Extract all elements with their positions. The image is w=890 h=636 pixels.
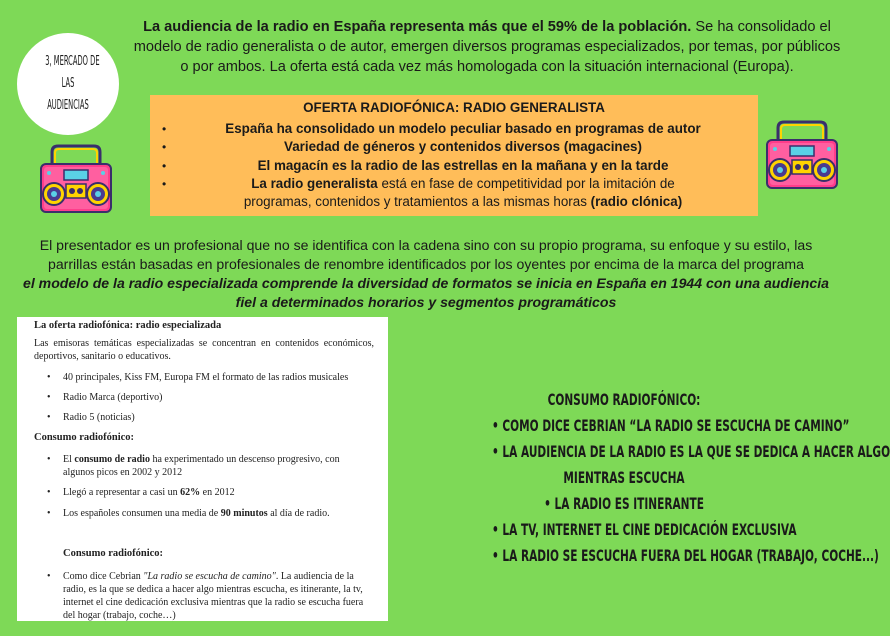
oferta-generalista-box	[150, 95, 758, 216]
oferta-item-bold: (radio clónica)	[590, 194, 683, 209]
section-title-line: LAS	[61, 76, 75, 91]
bullet: •	[162, 140, 167, 154]
doc-list-item	[63, 453, 373, 479]
bullet: •	[162, 122, 167, 136]
consumo-radiofonico-block	[424, 387, 890, 569]
doc-text: al día de radio.	[267, 508, 330, 519]
consumo-item: • LA RADIO SE ESCUCHA FUERA DEL HOGAR (TRABAJO, COCHE...)	[492, 546, 879, 565]
doc-text: ha experimentado un descenso progresivo, con algunos picos en 2002 y 2012	[63, 454, 340, 478]
doc-bold: 62%	[180, 487, 201, 498]
presentador-paragraph	[20, 236, 832, 312]
doc-italic: "La radio se escucha de camino"	[143, 571, 276, 582]
oferta-item	[150, 175, 758, 211]
document-excerpt	[17, 317, 388, 621]
doc-heading: La oferta radiofónica: radio especializada	[34, 320, 222, 331]
bullet: •	[162, 177, 167, 191]
consumo-heading: CONSUMO RADIOFÓNICO:	[547, 390, 701, 409]
oferta-title: OFERTA RADIOFÓNICA: RADIO GENERALISTA	[303, 100, 605, 115]
boombox-icon	[38, 142, 114, 218]
section-title	[36, 51, 99, 117]
oferta-item-text: Variedad de géneros y contenidos diversos (magacines)	[284, 139, 642, 154]
doc-list-item: • Radio 5 (noticias)	[63, 411, 373, 424]
consumo-item: • LA AUDIENCIA DE LA RADIO ES LA QUE SE DEDICA A HACER ALGO	[492, 442, 890, 461]
doc-list-item: • 40 principales, Kiss FM, Europa FM el formato de las radios musicales	[63, 371, 373, 384]
oferta-item-body: está en fase de competitividad por la imitación de programas, contenidos y tratamientos a las mismas horas	[243, 176, 675, 209]
section-title-line: AUDIENCIAS	[47, 98, 89, 113]
oferta-item	[150, 157, 758, 175]
doc-consumo-heading: Consumo radiofónico:	[34, 432, 135, 443]
doc-text: Los españoles consumen una media de	[63, 508, 221, 519]
oferta-item	[150, 120, 758, 138]
doc-list-item	[63, 486, 373, 499]
consumo-item: • COMO DICE CEBRIAN “LA RADIO SE ESCUCHA DE CAMINO”	[492, 416, 850, 435]
oferta-item-bold: La radio generalista	[251, 176, 378, 191]
doc-intro: Las emisoras temáticas especializadas se concentran en contenidos económicos, deportivos, sanitario o educativos.	[34, 338, 374, 362]
doc-text: . La audiencia de la radio, es la que se dedica a hacer algo mientras escucha, es itinerante, la tv, internet el cine dedicación exclusiva mientras que la radio se escucha fuera del hogar (trabajo, coche…)	[63, 571, 364, 621]
doc-list-item	[63, 507, 373, 520]
oferta-item	[150, 138, 758, 156]
bullet: •	[162, 159, 167, 173]
intro-text	[132, 17, 842, 77]
section-title-badge	[17, 33, 119, 135]
doc-bold: 90 minutos	[220, 508, 268, 519]
intro-body: Se ha consolidado el modelo de radio generalista o de autor, emergen diversos programas especializados, por temas, por públicos o por ambos. La oferta está cada vez más homologada con la situación internacional (Europa).	[133, 19, 841, 75]
consumo-item: MIENTRAS ESCUCHA	[563, 468, 685, 487]
intro-bold: La audiencia de la radio en España representa más que el 59% de la población.	[143, 19, 692, 35]
section-title-line: 3, MERCADO DE	[45, 54, 100, 69]
doc-list-item: • Radio Marca (deportivo)	[63, 391, 373, 404]
doc-text: en 2012	[200, 487, 235, 498]
paragraph-emphasis: el modelo de la radio especializada comprende la diversidad de formatos se inicia en España en 1944 con una audiencia fiel a determinados horarios y segmentos programáticos	[23, 275, 829, 310]
boombox-icon	[764, 118, 840, 194]
doc-list-item	[63, 570, 373, 622]
oferta-item-text: El magacín es la radio de las estrellas en la mañana y en la tarde	[257, 158, 669, 173]
doc-sub-heading: Consumo radiofónico:	[63, 548, 164, 559]
paragraph-text: El presentador es un profesional que no se identifica con la cadena sino con su propio programa, su enfoque y su estilo, las parrillas están basadas en profesionales de renombre identificados por los oyentes por encima de la marca del programa	[39, 237, 813, 272]
oferta-item-text	[150, 175, 758, 211]
doc-bold: consumo de radio	[74, 454, 150, 465]
doc-text: Como dice Cebrian	[63, 571, 144, 582]
oferta-item-text: España ha consolidado un modelo peculiar basado en programas de autor	[225, 121, 701, 136]
doc-text: El	[63, 454, 75, 465]
consumo-item: • LA TV, INTERNET EL CINE DEDICACIÓN EXCLUSIVA	[492, 520, 797, 539]
doc-text: Llegó a representar a casi un	[63, 487, 181, 498]
consumo-item: • LA RADIO ES ITINERANTE	[544, 494, 704, 513]
